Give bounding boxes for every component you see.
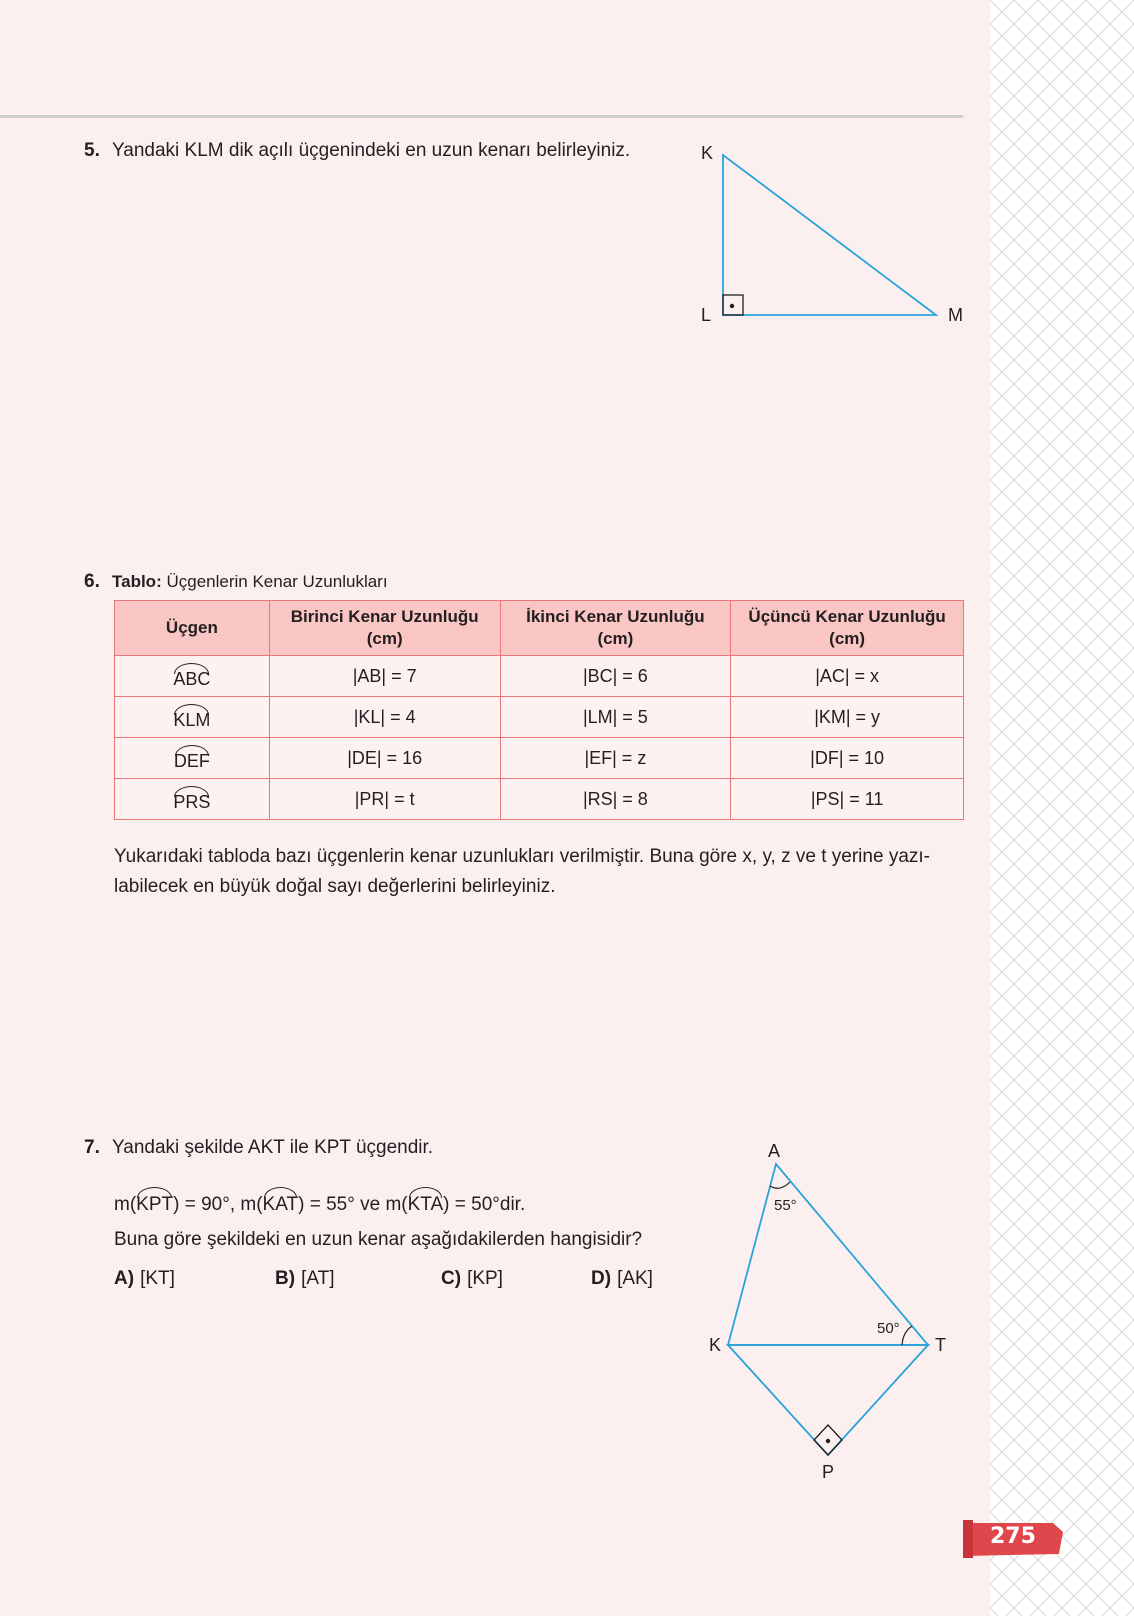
- label-angle-t: 50°: [877, 1320, 900, 1337]
- klm-triangle: [723, 155, 936, 315]
- question-5-text: Yandaki KLM dik açılı üçgenindeki en uzun kenarı belirleyiniz.: [112, 140, 631, 161]
- side-length-table: [114, 600, 964, 820]
- table-cell: |DF| = 10: [731, 738, 964, 779]
- table-row: [115, 779, 964, 820]
- table-cell: |BC| = 6: [500, 656, 731, 697]
- klm-triangle-figure: [690, 140, 950, 330]
- angle-kat: KAT: [263, 1187, 299, 1217]
- header-second-side: İkinci Kenar Uzunluğu (cm): [500, 601, 731, 656]
- label-k7: K: [709, 1335, 722, 1355]
- table-row: [115, 738, 964, 779]
- label-l: L: [701, 305, 712, 325]
- question-7-prompt: Buna göre şekildeki en uzun kenar aşağıdakilerden hangisidir?: [114, 1229, 643, 1250]
- question-6-number: 6.: [84, 571, 100, 592]
- label-k: K: [701, 143, 714, 163]
- question-7-text: Yandaki şekilde AKT ile KPT üçgendir.: [112, 1137, 434, 1158]
- top-rule: [0, 115, 963, 118]
- triangle-name: DEF: [174, 745, 210, 772]
- table-cell: |LM| = 5: [500, 697, 731, 738]
- label-a: A: [768, 1141, 781, 1161]
- question-7-number: 7.: [84, 1137, 100, 1158]
- table-cell: |AB| = 7: [269, 656, 500, 697]
- table-caption-bold: Tablo:: [112, 572, 162, 591]
- angle-kpt: KPT: [136, 1187, 173, 1217]
- triangle-kpt: [728, 1345, 928, 1455]
- header-triangle: Üçgen: [115, 601, 270, 656]
- question-7: [84, 1136, 433, 1160]
- label-t: T: [935, 1335, 946, 1355]
- triangle-name: ABC: [173, 663, 210, 690]
- question-6: [84, 570, 388, 594]
- triangle-akt: [728, 1164, 928, 1345]
- choice-d[interactable]: D) [AK]: [591, 1268, 653, 1289]
- question-6-paragraph: Yukarıdaki tabloda bazı üçgenlerin kenar uzunlukları verilmiştir. Buna göre x, y, z ve t yerine yazı- labilecek en büyük doğal sayı değerlerini belirleyiniz.: [114, 846, 930, 897]
- table-header-row: [115, 601, 964, 656]
- page-number: 275: [990, 1524, 1036, 1549]
- label-m: M: [948, 305, 963, 325]
- triangle-name: KLM: [173, 704, 210, 731]
- table-cell: |RS| = 8: [500, 779, 731, 820]
- table-cell: |PR| = t: [269, 779, 500, 820]
- right-angle-dot: [730, 304, 734, 308]
- table-caption: Üçgenlerin Kenar Uzunlukları: [161, 572, 388, 591]
- question-5-number: 5.: [84, 140, 100, 161]
- choice-c[interactable]: C) [KP]: [441, 1268, 503, 1289]
- right-angle-dot-p: [826, 1439, 830, 1443]
- triangle-name: PRS: [173, 786, 210, 813]
- table-cell: |DE| = 16: [269, 738, 500, 779]
- label-angle-a: 55°: [774, 1197, 797, 1214]
- angle-t-arc: [902, 1326, 912, 1345]
- akt-kpt-figure: [700, 1140, 960, 1470]
- table-row: [115, 656, 964, 697]
- header-third-side: Üçüncü Kenar Uzunluğu (cm): [731, 601, 964, 656]
- header-first-side: Birinci Kenar Uzunluğu (cm): [269, 601, 500, 656]
- table-cell: |KM| = y: [731, 697, 964, 738]
- question-5: [84, 139, 630, 163]
- table-cell: |AC| = x: [731, 656, 964, 697]
- angle-kta: KTA: [408, 1187, 444, 1217]
- choice-b[interactable]: B) [AT]: [275, 1268, 335, 1289]
- table-row: [115, 697, 964, 738]
- label-p: P: [822, 1462, 835, 1482]
- side-pattern: [990, 0, 1134, 1616]
- table-cell: |PS| = 11: [731, 779, 964, 820]
- table-cell: |KL| = 4: [269, 697, 500, 738]
- table-cell: |EF| = z: [500, 738, 731, 779]
- choice-a[interactable]: A) [KT]: [114, 1268, 175, 1289]
- angle-a-arc: [770, 1182, 790, 1188]
- angle-measures: m(KPT) = 90°, m(KAT) = 55° ve m(KTA) = 50°dir.: [114, 1187, 525, 1217]
